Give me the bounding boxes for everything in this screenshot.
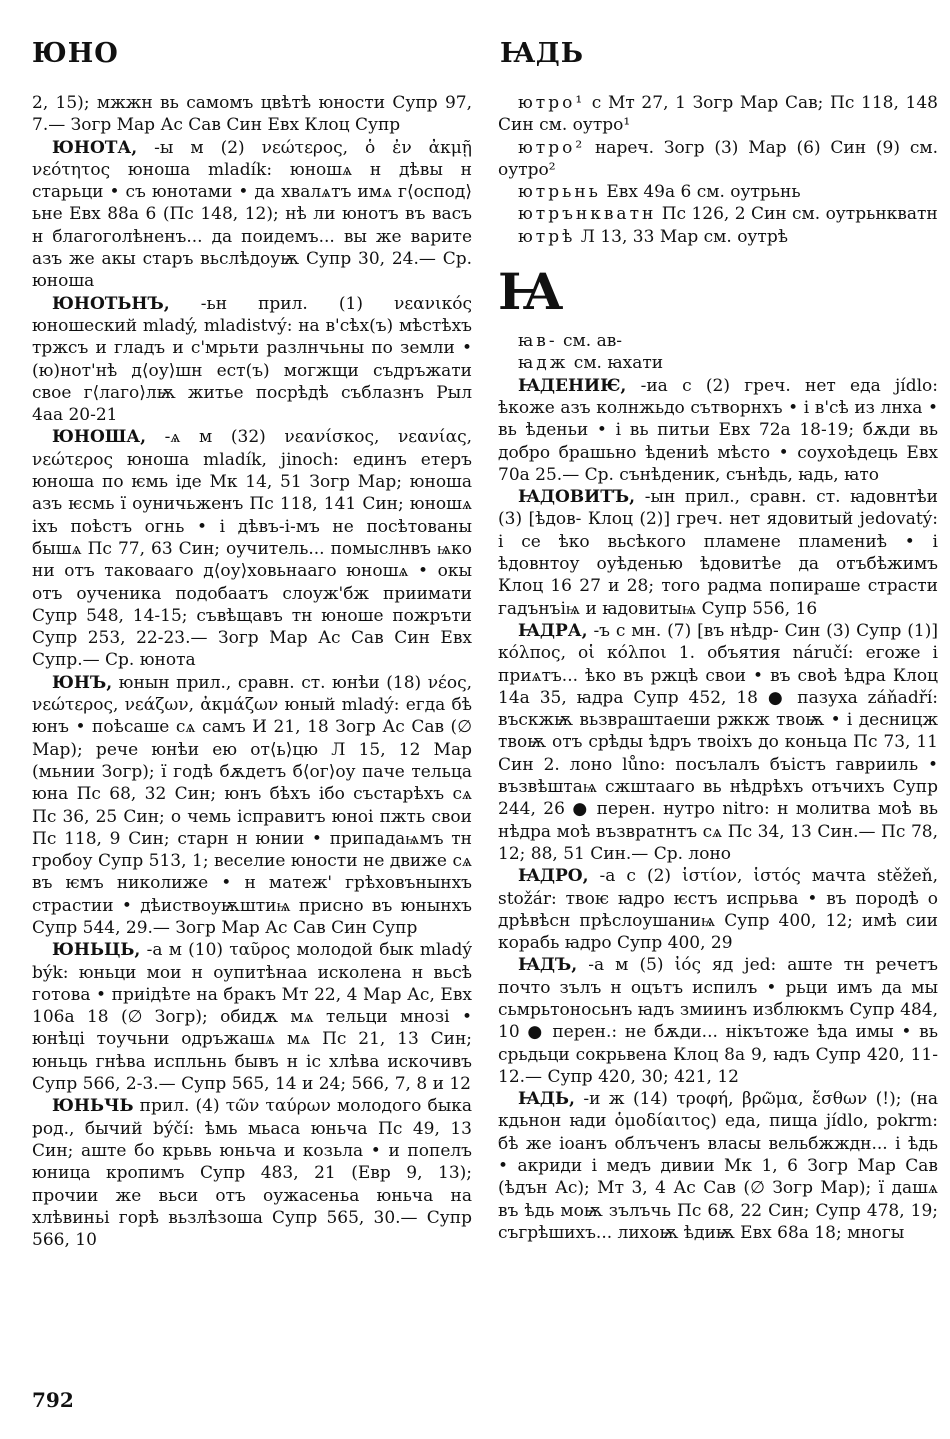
entry-text: -и ж (14) τροφή, βρῶμα, ἔσθων (!); (на кдьнон ꙗди ὁμοδίαιτος) еда, пища jídlo, pokrm: бѣ же іоанъ облъченъ власы вельбжждн... і ѣдь • акриди і медъ дивии Мк 1, 6 Зогр Мар Сав (ѣдън Ас); Мт 3, 4 Ас Сав (∅ Зогр Мар); ї дашѧ въ ѣдь моѭ зълъчь Пс 68, 22 Син; Супр 478, 19; съгрѣшихъ... лихоѭ ѣдиѭ Евх 68а 18; многы (498, 1089, 938, 1243)
cross-reference-list (498, 92, 938, 248)
dictionary-entry (498, 620, 938, 865)
entry-text: см. ав- (557, 331, 623, 352)
page-number: 792 (32, 1388, 74, 1412)
entry-text: Пс 126, 2 Син см. оутрьнкватн (656, 204, 938, 225)
entry-text: -а м (5) ἰός яд jed: аште тн речетъ почто зълъ н оцътъ испилъ • рьци имъ да мы сьмрьтоносьнъ ꙗдъ змиинъ изблюкмъ Супр 484, 10 ● перен.: не бѫди... нікътоже ѣда имы • вь срьдьци сокрьвена Клоц 8а 9, ꙗдъ Супр 420, 11-12.— Супр 420, 30; 421, 12 (498, 955, 938, 1087)
dictionary-entry (498, 352, 938, 374)
entry-text: -а м (10) ταῦρος молодой бык mladý býk: юньци мои н оупитѣнаа исколена н вьсѣ готова • приідѣте на бракъ Мт 22, 4 Мар Ас, Евх 106а 18 (∅ Зогр); обидѫ мѧ тельци мнозі • юнѣці тоучьни одръжашѧ мѧ Пс 21, 13 Син; юньць гнѣва испльнь бывъ н іс хлѣва искочивъ Супр 566, 2-3.— Супр 565, 14 и 24; 566, 7, 8 и 12 (32, 940, 472, 1095)
dictionary-entry (498, 92, 938, 137)
dictionary-entry (498, 954, 938, 1088)
entry-headword: ꙖДЬ, (518, 1089, 575, 1110)
dictionary-entry (32, 137, 472, 293)
entry-text: -ъ с мн. (7) [въ нѣдр- Син (3) Супр (1)] κόλπος, οἱ κόλποι 1. объятия náručí: егоже і приѧтъ... ѣко въ ржцѣ свои • въ своѣ ѣдра Клоц 14а 35, ꙗдра Супр 452, 18 ● пазуха záňadří: въскжѭ вьзвраштаеши ржкж твоѭ • і десницж твоѭ отъ срѣды ѣдръ твоіхъ до коньца Пс 73, 11 Син 2. лоно lůno: посълалъ бъістъ гаврииль • възвѣштаѩ сжштааго вь нѣдрѣхъ отъчихъ Супр 244, 26 ● перен. нутро nitro: н молитва моѣ вь нѣдра моѣ възвратнтъ сѧ Пс 34, 13 Син.— Пс 78, 12; 88, 51 Син.— Ср. лоно (498, 620, 938, 864)
entry-headword: ЮНОША, (52, 427, 147, 448)
dictionary-entry (32, 672, 472, 940)
entry-text: 2, 15); мжжн вь самомъ цвѣтѣ юности Супр 97, 7.— Зогр Мар Ас Сав Син Евх Клоц Супр (32, 93, 472, 136)
entry-headword: ꙖДРА, (518, 620, 588, 641)
entry-text: с Мт 27, 1 Зогр Мар Сав; Пс 118, 148 Син см. оутро¹ (498, 93, 938, 136)
dictionary-entry (498, 203, 938, 225)
entry-text: -иа с (2) греч. нет еда jídlo: ѣкоже азъ колнжьдо сътворнхъ • і в'сѣ из лнха • вь ѣденьи • і вь питьи Евх 72а 18-19; бѫди вь добро брашьно ѣдениѣ мѣсто • соухоѣдець Евх 70а 25.— Ср. сънѣденик, сънѣдь, ꙗдь, ꙗто (498, 375, 938, 485)
running-head-left: ЮНО (32, 38, 119, 69)
dictionary-entry (498, 137, 938, 182)
entry-headword: ютро² (518, 137, 586, 158)
entry-list (498, 330, 938, 1244)
dictionary-entry (498, 486, 938, 620)
entry-headword: ЮНОТЬНЪ, (52, 293, 170, 314)
entry-headword: ютрьнь (518, 182, 601, 203)
entry-headword: ЮНОТА, (52, 137, 138, 158)
dictionary-entry (32, 92, 472, 137)
entry-text: -ѧ м (32) νεανίσκος, νεανίας, νεώτερος юноша mladík, jinoch: единъ етеръ юноша по ѥмь іде Мк 14, 51 Зогр Мар; юноша азъ ѥсмь ї оуничьженъ Пс 118, 141 Син; юношѧ іхъ поѣстъ огнь • і дѣвъ-і-мъ не посѣтованы бышѧ Пс 77, 63 Син; оучитель... помыслнвъ ѩко ни отъ таковааго д⟨оу⟩ховьнааго юношѧ • окы отъ оученика подобаатъ слоуж'бж приимати Супр 548, 14-15; съвѣщавъ тн юноше пожръти Супр 253, 22-23.— Зогр Мар Ас Сав Син Евх Супр.— Ср. юнота (32, 427, 472, 671)
entry-text: прил. (4) τῶν ταύρων молодого быка род., бычий býčí: ѣмь мьаса юньча Пс 49, 13 Син; аште бо крьвь юньча и козьла • и попелъ юница кропимъ Супр 483, 21 (Евр 9, 13); прочии же вьси отъ оужасеньа юньча на хлѣвиньі горѣ вьзлѣзоша Супр 565, 30.— Супр 566, 10 (32, 1096, 472, 1251)
entry-headword: ЮНЬЧЬ (52, 1096, 134, 1117)
dictionary-entry (32, 293, 472, 427)
right-column (498, 92, 938, 1244)
dictionary-entry (32, 939, 472, 1095)
entry-text: -ын прил., сравн. ст. ꙗдовнтѣи (3) [ѣдов- Клоц (2)] греч. нет ядовитый jedovatý: і се ѣко вьсѣкого пламене пламениѣ • і ѣдовнтоу оуѣденью ѣдовитѣе да отъбѣжимъ Клоц 16 27 и 28; того радма попираше страсти гадънъіѩ и ꙗдовитыѩ Супр 556, 16 (498, 487, 938, 619)
entry-headword: ꙖДЕНИѤ, (518, 375, 627, 396)
dictionary-entry (498, 865, 938, 954)
entry-headword: ЮНЪ, (52, 672, 113, 693)
entry-headword: ꙖДЪ, (518, 955, 578, 976)
entry-headword: ꙗдж (518, 353, 569, 374)
entry-text: Евх 49а 6 см. оутрьнь (600, 182, 801, 203)
dictionary-entry (498, 375, 938, 486)
entry-text: см. ꙗхати (568, 353, 664, 374)
left-column (32, 92, 472, 1251)
entry-text: Л 13, 33 Мар см. оутрѣ (575, 226, 788, 247)
entry-headword: ЮНЬЦЬ, (52, 940, 141, 961)
entry-headword: ютрънкватн (518, 204, 657, 225)
entry-headword: ютрѣ (518, 226, 576, 247)
section-letter: Ꙗ (498, 262, 563, 322)
entry-text: нареч. Зогр (3) Мар (6) Син (9) см. оутро² (498, 137, 938, 180)
dictionary-entry (498, 1088, 938, 1244)
dictionary-entry (498, 226, 938, 248)
entry-headword: ꙗв- (518, 331, 558, 352)
entry-headword: ютро¹ (518, 93, 586, 113)
running-head-right: ꙖДЬ (500, 38, 585, 69)
dictionary-entry (498, 330, 938, 352)
entry-text: -ьн прил. (1) νεανικός юношеский mladý, mladistvý: на в'сѣх(ъ) мѣстѣхъ тржсъ и гладъ и с'мрьти разлнчьны по земли • (ю)нот'нѣ д⟨оу⟩шн ест(ъ) могжщи съдръжати свое г⟨лаго⟩лѭ житье посрѣдѣ съблазнъ Рыл 4аа 20-21 (32, 293, 472, 426)
entry-headword: ꙖДРО, (518, 866, 589, 887)
entry-headword: ꙖДОВИТЪ, (518, 487, 636, 508)
entry-text: юнын прил., сравн. ст. юнѣи (18) νέος, νεώτερος, νεάζων, ἀκμάζων юный mladý: егда бѣ юнъ • поѣсаше сѧ самъ И 21, 18 Зогр Ас Сав (∅ Мар); рече юнѣи ею от⟨ь⟩цю Л 15, 12 Мар (мьнии Зогр); ї годѣ бѫдетъ б⟨ог⟩оу паче тельца юна Пс 68, 32 Син; юнъ бѣхъ ібо състарѣхъ сѧ Пс 36, 25 Син; о чемь ісправитъ юноі пжть свои Пс 118, 9 Син; старн н юнии • припадаѩмъ тн гробоу Супр 513, 1; веселие юности не движе сѧ въ ѥмъ николиже • н матеж' грѣховънынхъ страстии • дѣиствоуѭштиѩ присно въ юнынхъ Супр 544, 29.— Зогр Мар Ас Сав Син Супр (32, 672, 472, 938)
entry-text: -ы м (2) νεώτερος, ὁ ἐν ἀκμῇ νεότητος юноша mladík: юношѧ н дѣвы н старьци • съ юнотами • да хвалѧтъ имѧ г⟨оспод⟩ьне Евх 88а 6 (Пс 148, 12); нѣ ли юнотъ въ васъ н благоголѣненъ... да поидемъ... вы же варите азъ же акы старъ вьслѣдоуѭ Супр 30, 24.— Ср. юноша (32, 137, 472, 292)
dictionary-entry (32, 426, 472, 671)
dictionary-entry (498, 181, 938, 203)
dictionary-entry (32, 1095, 472, 1251)
entry-text: -а с (2) ἱστίον, ἱστός мачта stěžeň, stožár: твоѥ ꙗдро ѥстъ испрьва • въ породѣ о дрѣвѣсн прѣслоушаниѩ Супр 400, 12; имѣ сии корабь ꙗдро Супр 400, 29 (498, 866, 938, 954)
